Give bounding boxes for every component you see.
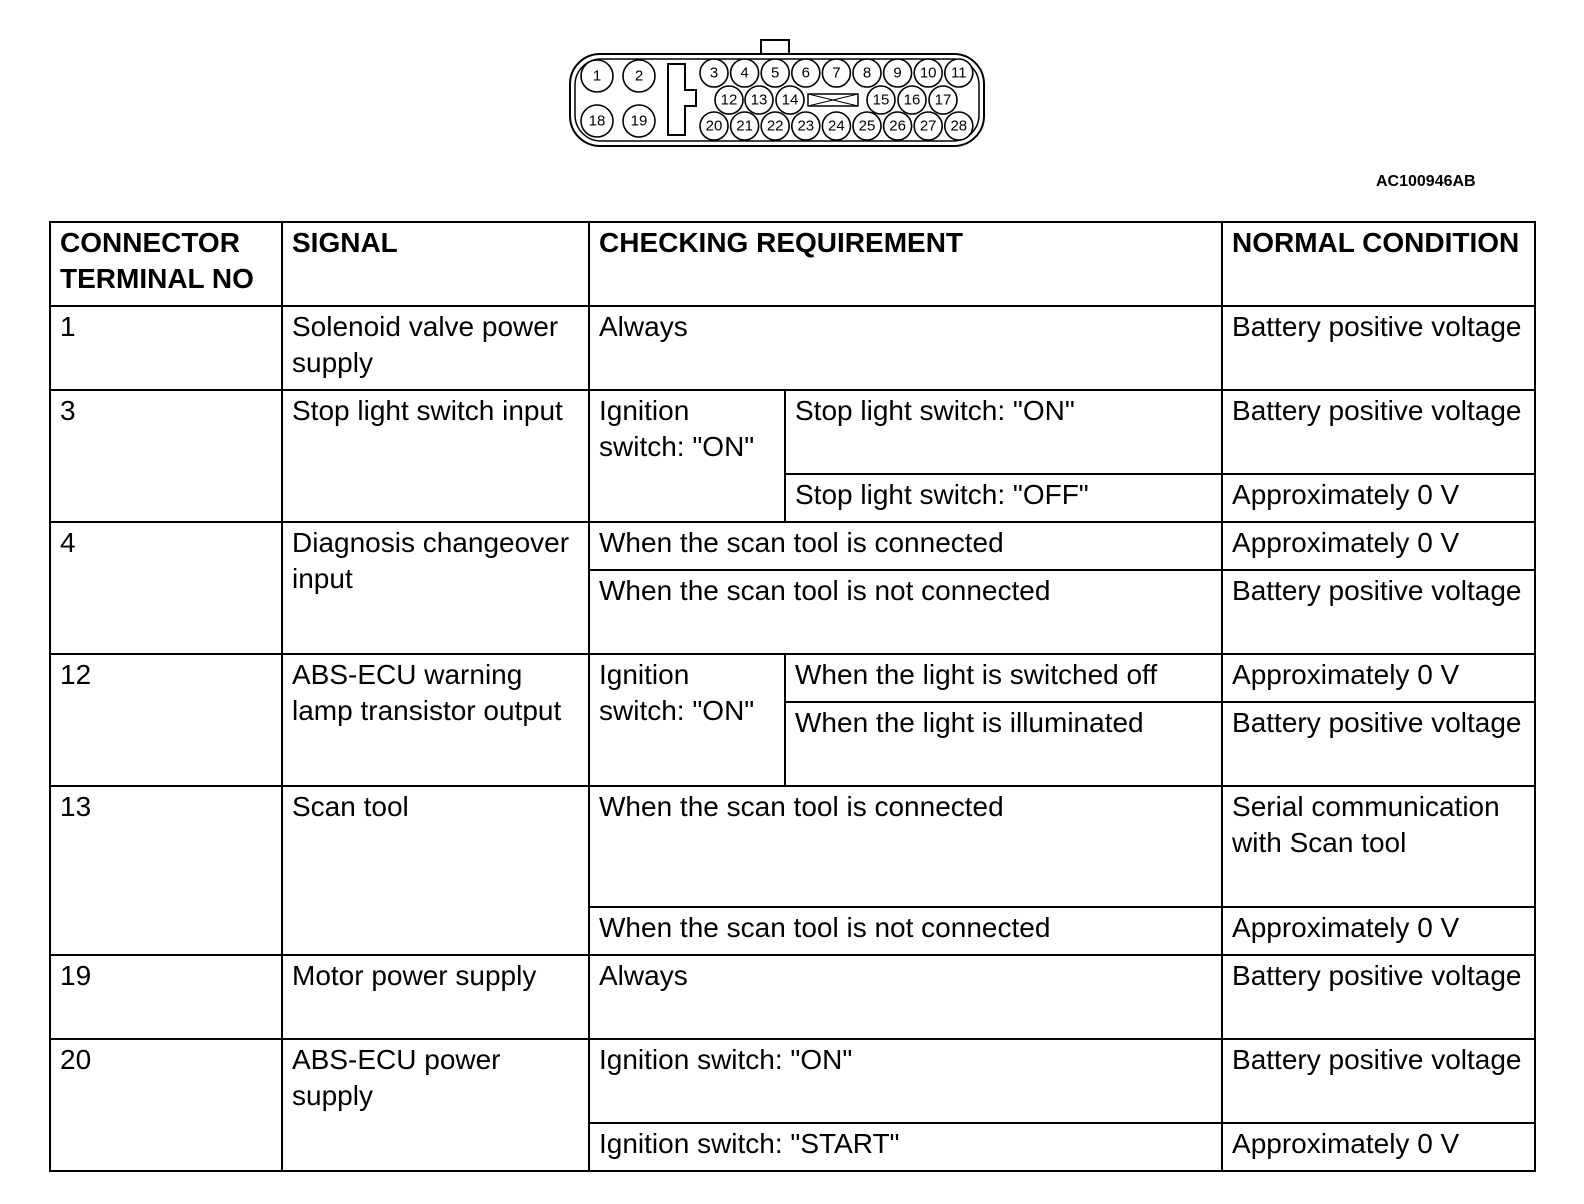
figure-id: AC100946AB: [1376, 173, 1476, 190]
requirement-cell: Stop light switch: "ON": [785, 390, 1222, 474]
ignition-cell: Ignition switch: "ON": [589, 654, 785, 786]
connector-pin-label: 13: [750, 91, 768, 109]
table-row: [50, 955, 1535, 1039]
connector-pin-label: 24: [828, 117, 845, 135]
signal-cell: Stop light switch input: [282, 390, 589, 522]
connector-pin-label: 15: [872, 91, 890, 109]
requirement-cell: Ignition switch: "START": [589, 1123, 1222, 1171]
connector-pin-label: 21: [736, 117, 753, 135]
connector-pin-label: 11: [951, 64, 967, 82]
connector-pin-label: 2: [634, 67, 644, 85]
condition-cell: Approximately 0 V: [1222, 654, 1535, 702]
condition-cell: Battery positive voltage: [1222, 390, 1535, 474]
requirement-cell: Stop light switch: "OFF": [785, 474, 1222, 522]
table-row: [50, 1039, 1535, 1123]
connector-pin-label: 28: [950, 117, 968, 135]
table-row: [50, 306, 1535, 390]
table-row: [50, 522, 1535, 570]
condition-cell: Serial communication with Scan tool: [1222, 786, 1535, 907]
header-condition: NORMAL CONDITION: [1222, 222, 1535, 306]
header-requirement: CHECKING REQUIREMENT: [589, 222, 1222, 306]
connector-pin-label: 19: [630, 112, 648, 130]
connector-diagram: [568, 34, 988, 154]
signal-cell: Scan tool: [282, 786, 589, 955]
table-row: [50, 786, 1535, 907]
table-row: [50, 654, 1535, 702]
connector-pin-label: 3: [709, 64, 719, 82]
condition-cell: Approximately 0 V: [1222, 1123, 1535, 1171]
signal-cell: ABS-ECU power supply: [282, 1039, 589, 1171]
terminal-cell: 13: [50, 786, 282, 955]
table-row: [50, 390, 1535, 474]
requirement-cell: When the light is illuminated: [785, 702, 1222, 786]
connector-pin-label: 12: [720, 91, 738, 109]
requirement-cell: Always: [589, 306, 1222, 390]
connector-pin-label: 25: [858, 117, 876, 135]
requirement-cell: When the scan tool is not connected: [589, 570, 1222, 654]
terminal-cell: 12: [50, 654, 282, 786]
connector-pin-label: 18: [588, 112, 606, 130]
terminal-cell: 19: [50, 955, 282, 1039]
requirement-cell: When the light is switched off: [785, 654, 1222, 702]
connector-pin-label: 1: [592, 67, 602, 85]
terminal-cell: 1: [50, 306, 282, 390]
connector-pin-label: 10: [919, 64, 937, 82]
connector-pin-label: 4: [740, 64, 749, 82]
requirement-cell: Always: [589, 955, 1222, 1039]
condition-cell: Battery positive voltage: [1222, 570, 1535, 654]
header-signal: SIGNAL: [282, 222, 589, 306]
condition-cell: Battery positive voltage: [1222, 702, 1535, 786]
connector-pin-label: 7: [832, 64, 841, 82]
header-terminal: CONNECTOR TERMINAL NO: [50, 222, 282, 306]
signal-cell: Solenoid valve power supply: [282, 306, 589, 390]
connector-pin-label: 22: [766, 117, 784, 135]
connector-pin-label: 14: [781, 91, 799, 109]
requirement-cell: When the scan tool is not connected: [589, 907, 1222, 955]
condition-cell: Battery positive voltage: [1222, 306, 1535, 390]
condition-cell: Battery positive voltage: [1222, 1039, 1535, 1123]
terminal-cell: 4: [50, 522, 282, 654]
requirement-cell: When the scan tool is connected: [589, 522, 1222, 570]
connector-pin-label: 27: [919, 117, 937, 135]
connector-pin-label: 6: [801, 64, 810, 82]
connector-pin-label: 8: [862, 64, 872, 82]
requirement-cell: When the scan tool is connected: [589, 786, 1222, 907]
connector-pin-label: 17: [934, 91, 952, 109]
condition-cell: Approximately 0 V: [1222, 474, 1535, 522]
connector-pin-label: 9: [893, 64, 902, 82]
connector-pin-label: 26: [889, 117, 906, 135]
terminal-cell: 20: [50, 1039, 282, 1171]
ignition-cell: Ignition switch: "ON": [589, 390, 785, 522]
condition-cell: Approximately 0 V: [1222, 522, 1535, 570]
condition-cell: Approximately 0 V: [1222, 907, 1535, 955]
connector-pin-label: 20: [705, 117, 723, 135]
terminal-cell: 3: [50, 390, 282, 522]
signal-cell: ABS-ECU warning lamp transistor output: [282, 654, 589, 786]
connector-pin-label: 16: [903, 91, 921, 109]
signal-cell: Motor power supply: [282, 955, 589, 1039]
requirement-cell: Ignition switch: "ON": [589, 1039, 1222, 1123]
condition-cell: Battery positive voltage: [1222, 955, 1535, 1039]
signal-cell: Diagnosis changeover input: [282, 522, 589, 654]
table-header-row: [50, 222, 1535, 306]
connector-pin-label: 23: [797, 117, 815, 135]
connector-pin-label: 5: [771, 64, 780, 82]
terminal-spec-table: [49, 221, 1536, 1172]
